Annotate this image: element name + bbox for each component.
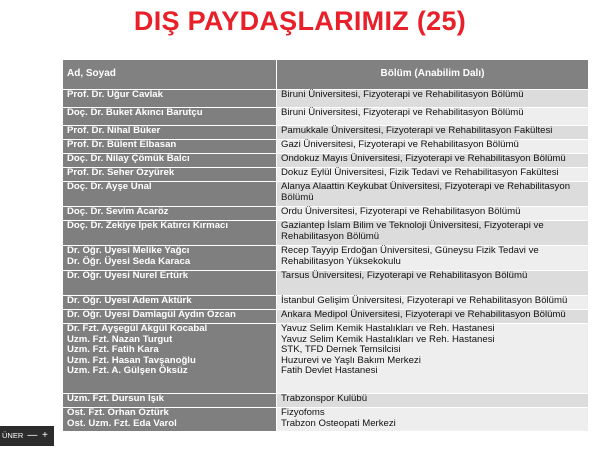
department-text: STK, TFD Dernek Temsilcisi [281,344,401,356]
table-row [63,126,589,140]
table-row [63,168,589,182]
table-row [63,310,589,324]
person-name: Prof. Dr. Nihal Büker [67,125,161,136]
department-text: Fizyofoms [281,407,325,418]
person-name: Doç. Dr. Sevim Acaröz [67,206,169,217]
department-text: Trabzonspor Kulübü [281,393,368,404]
person-name: Doç. Dr. Ayşe Ünal [67,181,152,192]
stakeholders-table [62,59,589,432]
department-text: Rehabilitasyon Bölümü [281,230,380,242]
person-name: Doç. Dr. Buket Akıncı Barutçu [67,107,203,118]
person-name: Dr. Öğr. Üyesi Melike Yağcı [67,245,190,256]
zoom-out-button[interactable]: — [27,430,38,441]
header-department: Bölüm (Anabilim Dalı) [277,60,589,90]
person-name: Uzm. Fzt. A. Gülşen Öksüz [67,365,188,377]
table-body [63,90,589,432]
department-text: Rehabilitasyon Yüksekokulu [281,255,401,267]
department-cell [277,126,589,140]
name-cell [63,221,277,246]
table-row [63,207,589,221]
department-text: Alanya Alaattin Keykubat Üniversitesi, Fizyoterapi ve Rehabilitasyon [281,181,571,192]
zoom-label: ÜNER [2,431,24,440]
person-name: Doç. Dr. Nilay Çömük Balcı [67,153,190,164]
department-text: Trabzon Osteopati Merkezi [281,417,396,429]
table-row [63,296,589,310]
person-name: Prof. Dr. Uğur Cavlak [67,89,163,100]
name-cell [63,310,277,324]
table-row [63,90,589,108]
person-name: Ost. Uzm. Fzt. Eda Varol [67,417,177,429]
name-cell [63,408,277,432]
person-name: Uzm. Fzt. Dursun Işık [67,393,165,404]
person-name: Ost. Fzt. Orhan Öztürk [67,407,169,418]
table-row [63,154,589,168]
department-text: Recep Tayyip Erdoğan Üniversitesi, Güneysu Fizik Tedavi ve [281,245,539,256]
person-name: Dr. Öğr. Üyesi Adem Aktürk [67,295,192,306]
department-text: Huzurevi ve Yaşlı Bakım Merkezi [281,354,421,366]
department-cell [277,394,589,408]
table-row [63,271,589,296]
name-cell [63,108,277,126]
person-name: Uzm. Fzt. Nazan Turgut [67,333,173,345]
zoom-in-button[interactable]: + [42,430,48,441]
person-name: Doç. Dr. Zekiye İpek Katırcı Kırmacı [67,220,229,231]
department-cell [277,182,589,207]
table-row [63,221,589,246]
table-row [63,140,589,154]
department-cell [277,154,589,168]
name-cell [63,126,277,140]
person-name: Dr. Öğr. Üyesi Nurel Ertürk [67,270,189,281]
department-cell [277,207,589,221]
name-cell [63,154,277,168]
person-name: Dr. Öğr. Üyesi Seda Karaca [67,255,191,267]
name-cell [63,324,277,394]
department-text: Tarsus Üniversitesi, Fizyoterapi ve Rehabilitasyon Bölümü [281,270,528,281]
department-text: Biruni Üniversitesi, Fizyoterapi ve Rehabilitasyon Bölümü [281,89,524,100]
department-cell [277,296,589,310]
table-row [63,182,589,207]
person-name: Uzm. Fzt. Hasan Tavşanoğlu [67,354,196,366]
department-cell [277,310,589,324]
department-text: Biruni Üniversitesi, Fizyoterapi ve Rehabilitasyon Bölümü [281,107,524,118]
name-cell [63,182,277,207]
department-cell [277,246,589,271]
slide-title: DIŞ PAYDAŞLARIMIZ (25) [133,6,467,36]
department-cell [277,324,589,394]
department-text: İstanbul Gelişim Üniversitesi, Fizyoterapi ve Rehabilitasyon Bölümü [281,295,568,306]
name-cell [63,140,277,154]
name-cell [63,296,277,310]
table-row [63,408,589,432]
person-name: Dr. Öğr. Üyesi Damlagül Aydın Özcan [67,309,236,320]
name-cell [63,271,277,296]
department-text: Gazi Üniversitesi, Fizyoterapi ve Rehabilitasyon Bölümü [281,139,519,150]
department-text: Pamukkale Üniversitesi, Fizyoterapi ve Rehabilitasyon Fakültesi [281,125,553,136]
name-cell [63,90,277,108]
name-cell [63,246,277,271]
department-text: Bölümü [281,191,314,203]
department-text: Gaziantep İslam Bilim ve Teknoloji Üniversitesi, Fizyoterapi ve [281,220,544,231]
department-text: Yavuz Selim Kemik Hastalıkları ve Reh. Hastanesi [281,333,495,345]
department-text: Yavuz Selim Kemik Hastalıkları ve Reh. Hastanesi [281,323,495,334]
person-name: Dr. Fzt. Ayşegül Akgül Kocabal [67,323,208,334]
department-cell [277,221,589,246]
table-row [63,246,589,271]
table-row [63,394,589,408]
department-cell [277,140,589,154]
table-row [63,108,589,126]
zoom-control [0,426,54,446]
name-cell [63,168,277,182]
person-name: Prof. Dr. Bülent Elbasan [67,139,177,150]
department-cell [277,168,589,182]
header-name: Ad, Soyad [63,60,277,90]
department-text: Ordu Üniversitesi, Fizyoterapi ve Rehabilitasyon Bölümü [281,206,521,217]
person-name: Uzm. Fzt. Fatih Kara [67,344,159,356]
table-header-row [63,60,589,90]
department-text: Fatih Devlet Hastanesi [281,365,378,377]
department-text: Dokuz Eylül Üniversitesi, Fizik Tedavi ve Rehabilitasyon Fakültesi [281,167,559,178]
department-text: Ankara Medipol Üniversitesi, Fizyoterapi ve Rehabilitasyon Bölümü [281,309,566,320]
person-name: Prof. Dr. Seher Özyürek [67,167,175,178]
department-cell [277,90,589,108]
name-cell [63,394,277,408]
department-text: Ondokuz Mayıs Üniversitesi, Fizyoterapi ve Rehabilitasyon Bölümü [281,153,566,164]
name-cell [63,207,277,221]
department-cell [277,108,589,126]
department-cell [277,408,589,432]
department-cell [277,271,589,296]
table-row [63,324,589,394]
